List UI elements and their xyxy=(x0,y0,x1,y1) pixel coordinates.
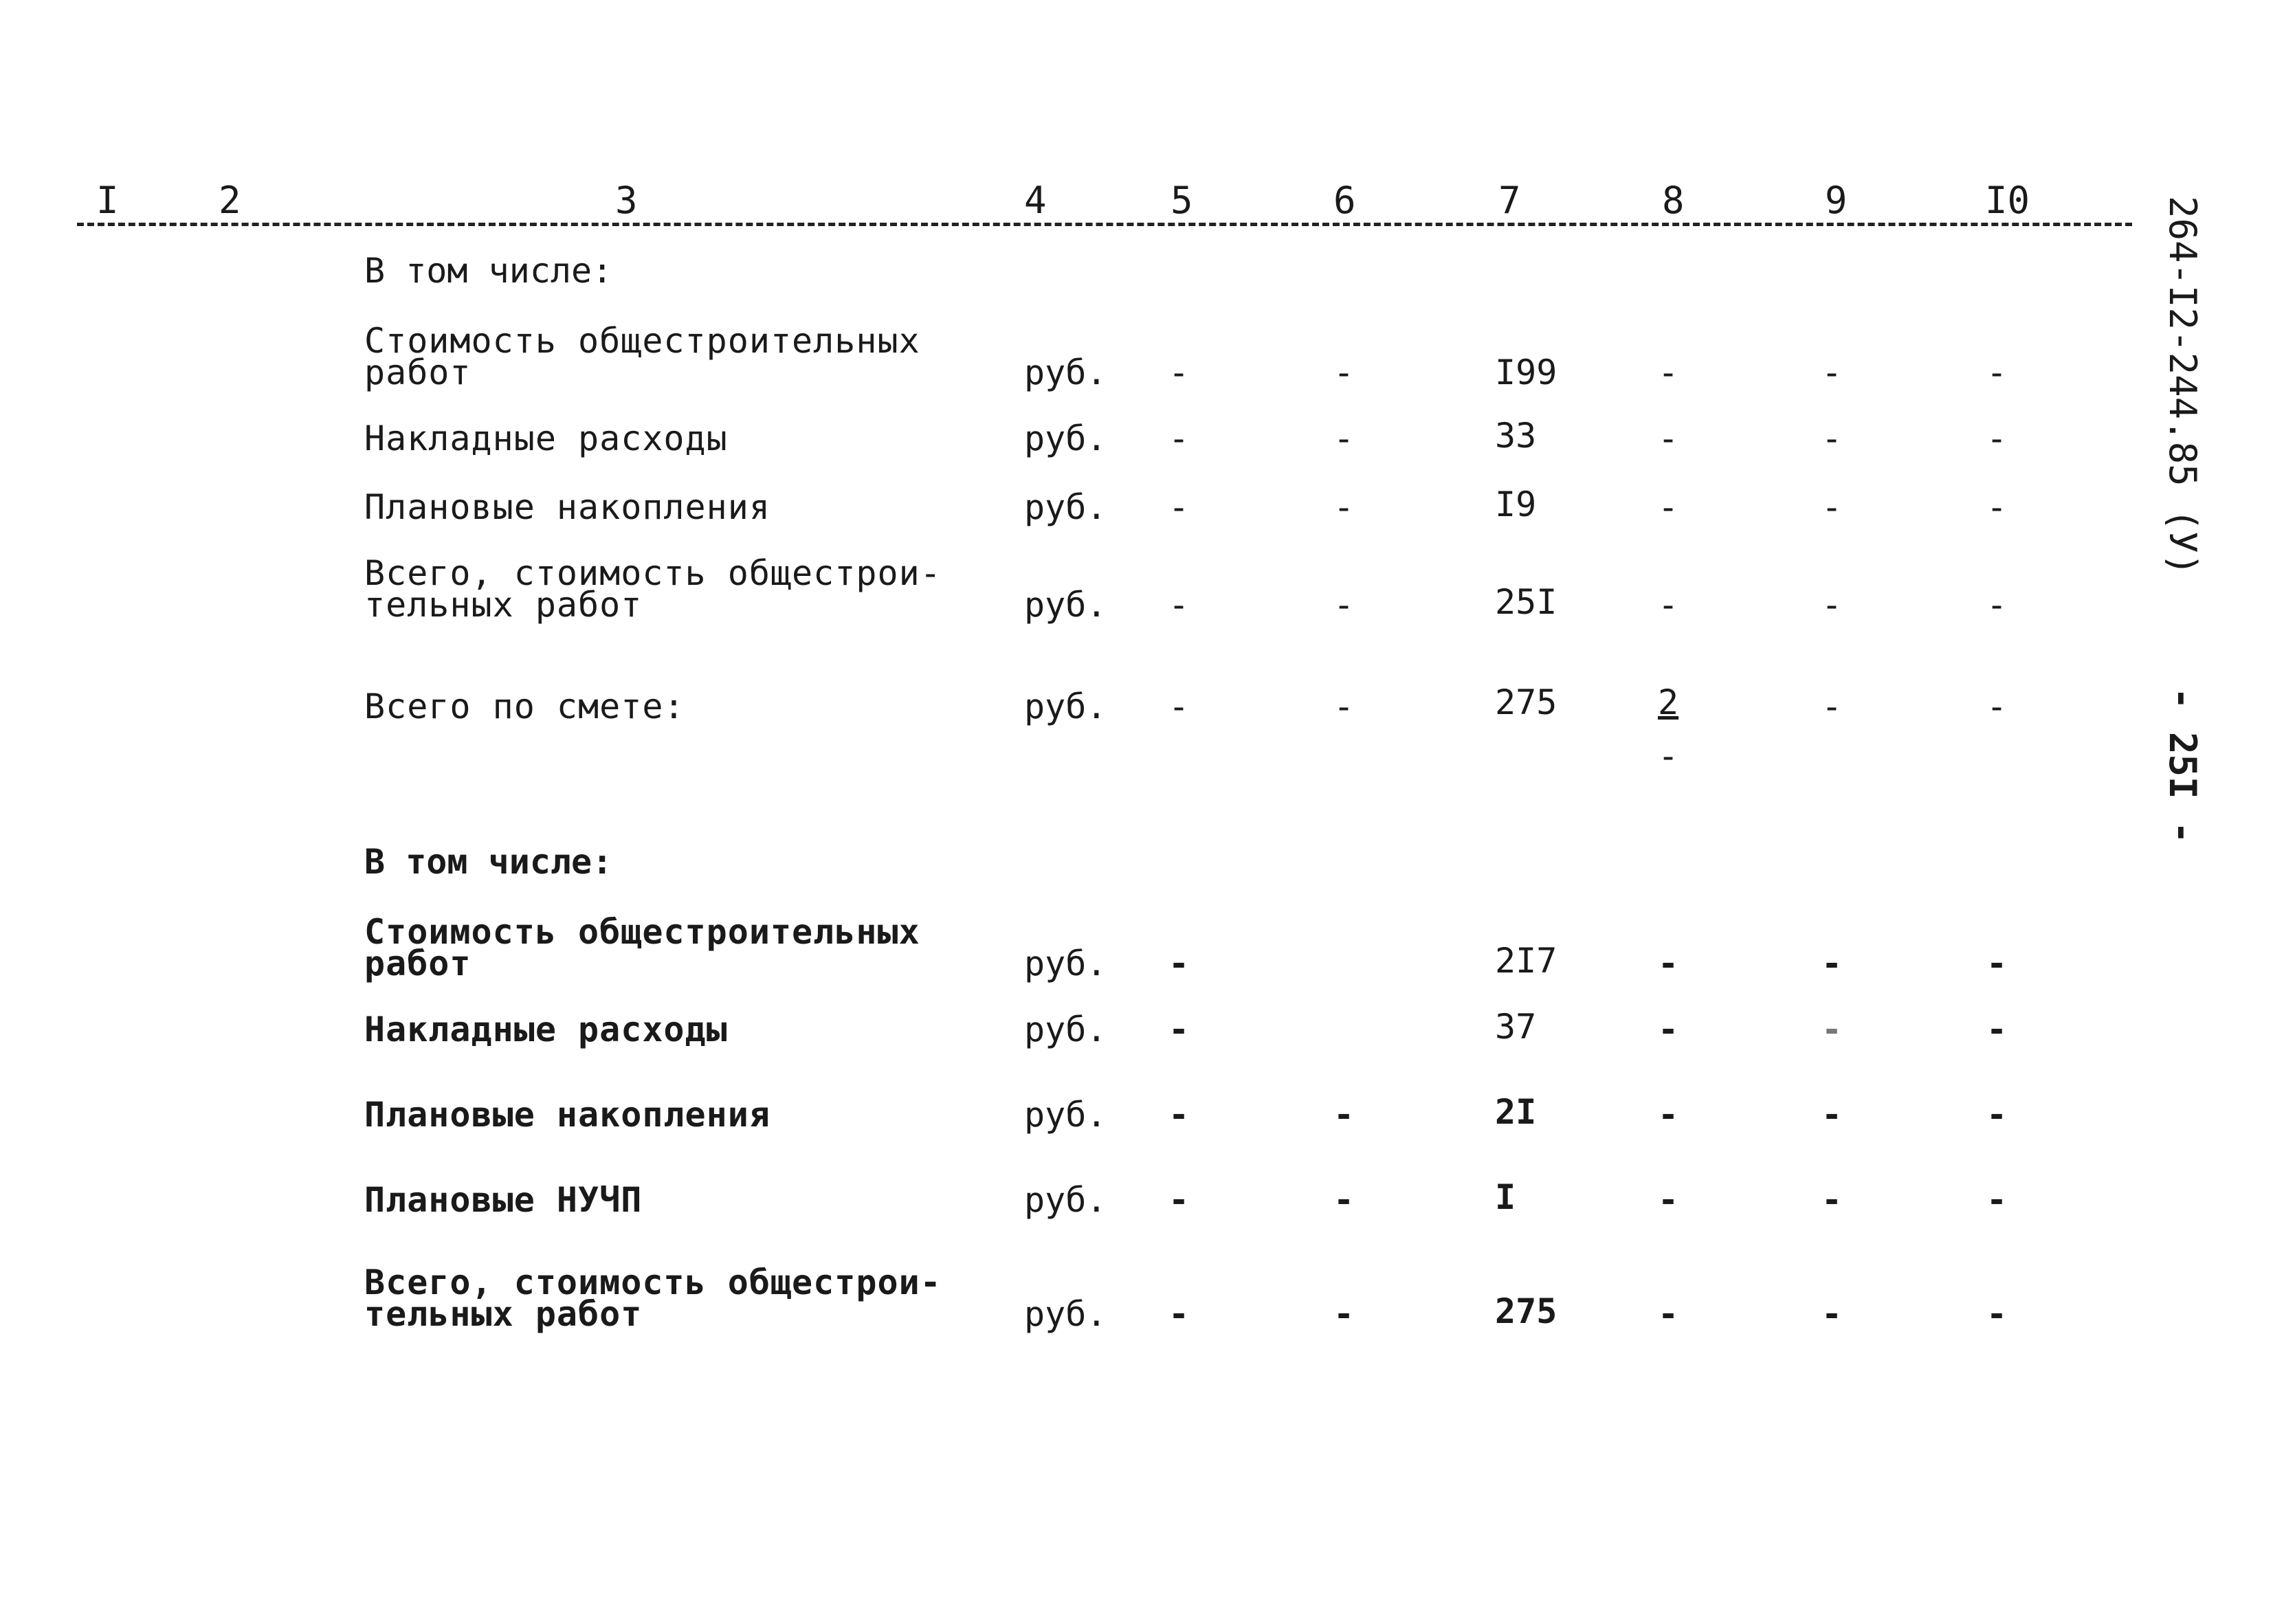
col-header-6: 6 xyxy=(1333,179,1356,222)
col9-cell: - xyxy=(1821,1294,1843,1334)
col8-cell: - xyxy=(1658,1010,1679,1049)
row-label-line1: Плановые накопления xyxy=(364,1095,770,1135)
col-header-3: 3 xyxy=(615,179,638,222)
col7-cell: I xyxy=(1495,1177,1516,1217)
col8-cell: - xyxy=(1658,419,1679,458)
col6-cell: - xyxy=(1333,687,1355,726)
col6-cell: - xyxy=(1333,1180,1355,1220)
col8-cell: - xyxy=(1658,944,1679,983)
table-row xyxy=(0,555,2273,638)
table-row xyxy=(0,1177,2273,1265)
col10-cell: - xyxy=(1986,687,2008,726)
col7-cell: 33 xyxy=(1495,416,1537,456)
unit-cell: руб. xyxy=(1024,1294,1107,1334)
section-title: В том числе: xyxy=(364,251,613,291)
col5-cell: - xyxy=(1168,585,1190,625)
col-header-1: I xyxy=(96,179,119,222)
col10-cell: - xyxy=(1986,487,2008,527)
col7-cell: I9 xyxy=(1495,485,1537,524)
document-code: 264-I2-244.85 (У) xyxy=(2161,196,2204,576)
col-header-2: 2 xyxy=(219,179,241,222)
col6-cell: - xyxy=(1333,419,1355,458)
col10-cell: - xyxy=(1986,1180,2008,1220)
col-header-10: I0 xyxy=(1985,179,2030,222)
total-label: Всего по смете: xyxy=(364,687,685,726)
col8-cell: - xyxy=(1658,585,1679,625)
unit-cell: руб. xyxy=(1024,487,1107,527)
table-row xyxy=(0,323,2273,405)
col10-cell: - xyxy=(1986,353,2008,392)
col-header-8: 8 xyxy=(1662,179,1685,222)
unit-cell: руб. xyxy=(1024,687,1107,726)
row-label-line2: работ xyxy=(364,944,472,983)
col6-cell: - xyxy=(1333,585,1355,625)
col10-cell: - xyxy=(1986,1010,2008,1049)
unit-cell: руб. xyxy=(1024,944,1107,983)
col5-cell: - xyxy=(1168,1010,1190,1049)
col6-cell: - xyxy=(1333,487,1355,527)
col9-cell: - xyxy=(1821,353,1843,392)
col9-cell: - xyxy=(1821,419,1843,458)
col7-cell: 37 xyxy=(1495,1007,1537,1047)
col6-cell: - xyxy=(1333,1294,1355,1334)
col7-cell: 25I xyxy=(1495,582,1557,622)
page-number: - 25I - xyxy=(2161,687,2204,844)
unit-cell: руб. xyxy=(1024,419,1107,458)
col9-cell: - xyxy=(1821,687,1843,726)
col8-below-dash: - xyxy=(1658,736,1679,776)
col7-cell: 275 xyxy=(1495,682,1557,722)
col5-cell: - xyxy=(1168,1294,1190,1334)
col6-cell: - xyxy=(1333,1095,1355,1135)
unit-cell: руб. xyxy=(1024,585,1107,625)
col8-cell: - xyxy=(1658,1294,1679,1334)
unit-cell: руб. xyxy=(1024,1180,1107,1220)
col8-cell: - xyxy=(1658,1095,1679,1135)
col5-cell: - xyxy=(1168,687,1190,726)
col8-cell: - xyxy=(1658,1180,1679,1220)
row-label-line1: Стоимость общестроительных xyxy=(364,321,920,361)
col10-cell: - xyxy=(1986,944,2008,983)
col9-cell: - xyxy=(1821,1010,1843,1049)
row-label-line1: Накладные расходы xyxy=(364,1010,728,1049)
table-row xyxy=(0,914,2273,997)
row-label-line1: Плановые НУЧП xyxy=(364,1180,643,1220)
col9-cell: - xyxy=(1821,487,1843,527)
col-header-4: 4 xyxy=(1024,179,1047,222)
col-header-5: 5 xyxy=(1171,179,1193,222)
col10-cell: - xyxy=(1986,1294,2008,1334)
col7-cell: I99 xyxy=(1495,353,1557,392)
col8-cell: - xyxy=(1658,353,1679,392)
col-header-7: 7 xyxy=(1498,179,1521,222)
col8-cell: - xyxy=(1658,487,1679,527)
col5-cell: - xyxy=(1168,944,1190,983)
col6-cell: - xyxy=(1333,353,1355,392)
col10-cell: - xyxy=(1986,585,2008,625)
row-label-line1: Плановые накопления xyxy=(364,487,770,527)
col9-cell: - xyxy=(1821,1180,1843,1220)
col10-cell: - xyxy=(1986,1095,2008,1135)
table-row xyxy=(0,1265,2273,1347)
col-header-9: 9 xyxy=(1825,179,1848,222)
col7-cell: 2I7 xyxy=(1495,941,1557,981)
col10-cell: - xyxy=(1986,419,2008,458)
col5-cell: - xyxy=(1168,1180,1190,1220)
row-label-line1: Всего, стоимость общестрои- xyxy=(364,553,942,593)
col5-cell: - xyxy=(1168,353,1190,392)
row-label-line1: Стоимость общестроительных xyxy=(364,912,920,952)
col7-cell: 275 xyxy=(1495,1291,1557,1331)
unit-cell: руб. xyxy=(1024,1010,1107,1049)
table-row xyxy=(0,1092,2273,1179)
row-label-line1: Всего, стоимость общестрои- xyxy=(364,1263,942,1302)
table-row xyxy=(0,1007,2273,1094)
col9-cell: - xyxy=(1821,585,1843,625)
col5-cell: - xyxy=(1168,1095,1190,1135)
col5-cell: - xyxy=(1168,419,1190,458)
col5-cell: - xyxy=(1168,487,1190,527)
section-title: В том числе: xyxy=(364,842,613,882)
total-row xyxy=(0,682,2273,776)
row-label-line1: Накладные расходы xyxy=(364,419,728,458)
header-rule xyxy=(77,223,2132,226)
col7-cell: 2I xyxy=(1495,1092,1537,1132)
col9-cell: - xyxy=(1821,1095,1843,1135)
unit-cell: руб. xyxy=(1024,353,1107,392)
row-label-line2: тельных работ xyxy=(364,1294,643,1334)
row-label-line2: работ xyxy=(364,353,472,392)
row-label-line2: тельных работ xyxy=(364,585,643,625)
col8-cell: 2 xyxy=(1658,682,1679,722)
unit-cell: руб. xyxy=(1024,1095,1107,1135)
col9-cell: - xyxy=(1821,944,1843,983)
